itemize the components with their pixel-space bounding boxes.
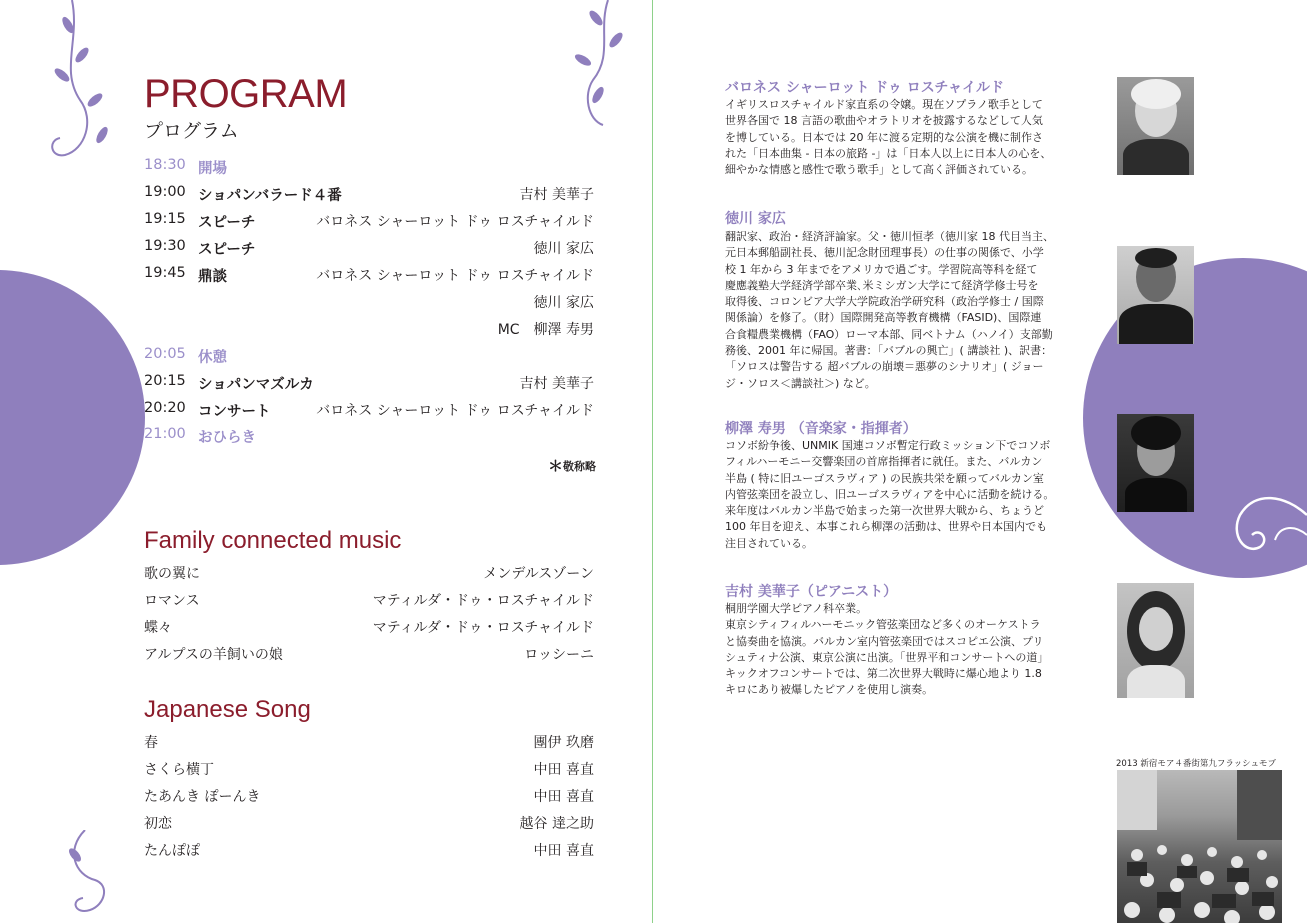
bio-line: 細やかな情感と感性で歌う歌手」として高く評価されている。 [725,163,1033,177]
schedule-row [144,238,594,262]
schedule-title: スピーチ [198,242,256,258]
bio-text [725,229,1085,392]
bio-text [725,97,1085,178]
schedule-title: コンサート [198,404,271,420]
bio-name: バロネス シャーロット ドゥ ロスチャイルド [725,80,1005,96]
vine-ornament-icon [40,0,120,170]
song-row [144,786,594,810]
schedule-row [144,346,594,370]
song-title: 歌の翼に [144,566,200,582]
bio-line: 東京シティフィルハーモニック管弦楽団など多くのオーケストラ [725,618,1041,632]
song-composer: マティルダ・ドゥ・ロスチャイルド [372,620,594,636]
flash-mob-photo [1117,770,1282,923]
schedule-title: スピーチ [198,215,256,231]
schedule-performer: 吉村 美華子 [519,187,594,203]
program-subtitle: プログラム [144,120,239,142]
song-title: 春 [144,735,158,751]
song-composer: 中田 喜直 [533,762,594,778]
schedule-performer: 徳川 家広 [533,295,594,311]
bio-line: れた「日本曲集 - 日本の旅路 -」は「日本人以上に日本人の心を、 [725,146,1052,160]
bio-line: 校 1 年から 3 年までをアメリカで過ごす。学習院高等科を経て [725,262,1038,276]
schedule-title: 鼎談 [198,269,227,285]
song-title: たんぽぽ [144,843,200,859]
photo-caption: 2013 新宿モア４番街第九フラッシュモブ [1116,759,1276,769]
bio-line: キックオフコンサートでは、第二次世界大戦時に爆心地より 1.8 [725,667,1042,681]
song-title: 初恋 [144,816,172,832]
bio-line: 来年度はバルカン半島で始まった第一次世界大戦から、ちょうど [725,504,1044,518]
honorifics-note [548,455,596,476]
bio-line: と協奏曲を協演。バルカン室内管弦楽団ではスコピエ公演、プリ [725,634,1044,648]
vine-ornament-icon [55,830,125,923]
bio-line: 翻訳家、政治・経済評論家。父・徳川恒孝（徳川家 18 代目当主、 [725,230,1054,243]
bio-line: 関係論）を修了。（財）国際開発高等教育機構（FASID)、国際連 [725,311,1042,325]
bio-line: 「ソロスは警告する 超バブルの崩壊＝悪夢のシナリオ」( ジョー [725,360,1044,374]
schedule-performer: 徳川 家広 [533,241,594,257]
page-divider [652,0,653,923]
bio-line: 内管弦楽団を設立し、旧ユーゴスラヴィアを中心に活動を続ける。 [725,487,1055,501]
schedule-row [144,319,594,343]
bio-line: イギリスロスチャイルド家直系の令嬢。現在ソプラノ歌手として [725,98,1043,111]
schedule-time: 20:15 [144,373,186,389]
bio-text [725,601,1085,699]
song-composer: 中田 喜直 [533,789,594,805]
portrait-yanagisawa [1117,414,1194,512]
song-composer: ロッシーニ [524,647,594,663]
schedule-title: ショパンバラード４番 [198,188,342,204]
bio-line: キロにあり被爆したピアノを使用し演奏。 [725,683,934,697]
bio-line: フィルハーモニー交響楽団の首席指揮者に就任。また、バルカン [725,455,1043,469]
schedule-title: ショパンマズルカ [198,377,314,393]
bio-text [725,438,1085,552]
bio-name: 徳川 家広 [725,211,786,227]
schedule-time: 18:30 [144,157,186,173]
bio-name: 吉村 美華子（ピアニスト） [725,584,898,600]
schedule-row [144,157,594,181]
bio-line: 半島 ( 特に旧ユーゴスラヴィア ) の民族共栄を願ってバルカン室 [725,471,1044,485]
song-title: 蝶々 [144,620,172,636]
song-row [144,840,594,864]
portrait-charlotte [1117,77,1194,175]
vine-ornament-icon [1225,485,1307,565]
schedule-performer: バロネス シャーロット ドゥ ロスチャイルド [316,403,594,419]
bio-line: 慶應義塾大学経済学部卒業､米ミシガン大学にて経済学修士号を [725,278,1039,292]
portrait-yoshimura [1117,583,1194,698]
bio-line: 元日本郵船副社長、徳川記念財団理事長）の仕事の関係で、小学 [725,246,1044,260]
song-row [144,759,594,783]
schedule-row [144,265,594,289]
song-row [144,813,594,837]
song-title: ロマンス [144,593,200,609]
song-composer: 團伊 玖磨 [533,735,594,751]
schedule-title: 休憩 [198,350,227,366]
note-text: 敬称略 [563,460,597,473]
bio-line: 取得後、コロンビア大学大学院政治学研究科（政治学修士 / 国際 [725,295,1044,309]
schedule-time: 19:00 [144,184,186,200]
bio-line: シュティナ公演、東京公演に出演。｢世界平和コンサートへの道｣ [725,650,1043,664]
portrait-tokugawa [1117,246,1194,344]
schedule-performer: バロネス シャーロット ドゥ ロスチャイルド [316,268,594,284]
bio-line: 務後、2001 年に帰国。著書：「バブルの興亡」( 講談社 )、訳書： [725,344,1053,358]
schedule-title: 開場 [198,161,227,177]
bio-line: 合食糧農業機構（FAO）ローマ本部、同ベトナム（ハノイ）支部勤 [725,327,1053,341]
schedule-time: 19:45 [144,265,186,281]
bio-line: ジ・ソロス＜講談社＞) など。 [725,376,876,390]
family-music-heading: Family connected music [144,527,402,554]
song-title: さくら横丁 [144,762,214,778]
bio-name: 柳澤 寿男 （音楽家・指揮者） [725,421,917,437]
schedule-row [144,184,594,208]
schedule-performer: MC 柳澤 寿男 [497,322,594,338]
bio-line: 世界各国で 18 言語の歌曲やオラトリオを披露するなどして人気 [725,114,1043,128]
song-row [144,617,594,641]
bio-line: を博している。日本では 20 年に渡る定期的な公演を機に制作さ [725,130,1043,144]
song-row [144,590,594,614]
song-row [144,732,594,756]
song-composer: 中田 喜直 [533,843,594,859]
schedule-time: 20:05 [144,346,186,362]
song-row [144,563,594,587]
bio-line: 桐朋学園大学ピアノ科卒業。 [725,602,868,615]
song-title: アルプスの羊飼いの娘 [144,647,283,663]
schedule-time: 20:20 [144,400,186,416]
vine-ornament-icon [568,0,628,135]
schedule-row [144,373,594,397]
schedule-time: 19:30 [144,238,186,254]
schedule-row [144,426,594,450]
japanese-song-heading: Japanese Song [144,696,311,723]
schedule-row [144,211,594,235]
song-composer: マティルダ・ドゥ・ロスチャイルド [372,593,594,609]
schedule-row [144,400,594,424]
song-row [144,644,594,668]
song-composer: 越谷 達之助 [519,816,594,832]
schedule-performer: バロネス シャーロット ドゥ ロスチャイルド [316,214,594,230]
schedule-time: 19:15 [144,211,186,227]
song-title: たあんき ぽーんき [144,789,261,805]
bio-line: 100 年目を迎え、本事これら柳澤の活動は、世界や日本国内でも [725,520,1048,534]
schedule-title: おひらき [198,430,256,446]
program-title: PROGRAM [144,72,348,116]
asterisk-icon: ＊ [548,457,564,475]
bio-line: コソボ紛争後、UNMIK 国連コソボ暫定行政ミッション下でコソボ [725,439,1051,452]
schedule-performer: 吉村 美華子 [519,376,594,392]
song-composer: メンデルスゾーン [483,566,594,582]
bio-line: 注目されている。 [725,536,813,550]
schedule-time: 21:00 [144,426,186,442]
schedule-row [144,292,594,316]
left-decor-circle [0,270,145,565]
